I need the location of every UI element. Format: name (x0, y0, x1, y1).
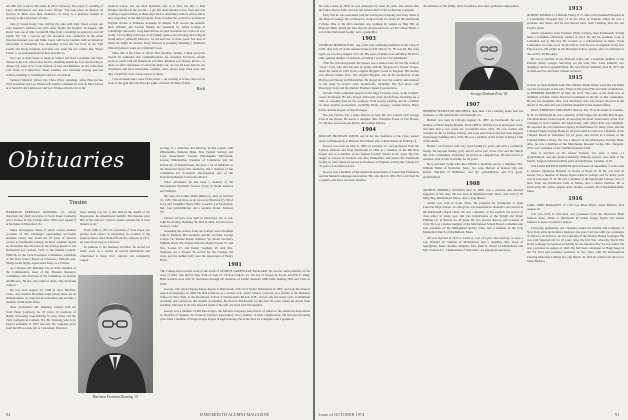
body-text: Funeral services were held in Haverford, Pa. A son, John Trowbridge Dunning '56, died in 1964, and lived was in Avon, Conn. (160, 215, 233, 228)
body-text: Carl was born in Worcester and graduated from the Worcester High Schools there. While at Dartmouth he joined Kappa Sigma and owned Jamaica to have a bachelor's degree. (527, 212, 624, 225)
body-text: ARTHUR MERRILL WYMAN died of 1908, was a pleasant and devoted supporter of the class. He was born in Middleborough, Mass., and lived at 26 Mary Bay, Marblehead, Mass., after a long illness. (423, 187, 523, 201)
right-column-3 (527, 4, 624, 408)
class-year-heading: 1913 (568, 5, 583, 12)
banner-title: Obituaries (8, 148, 125, 172)
class-year-heading: 1901 (227, 261, 243, 268)
foss-portrait-photo (455, 22, 523, 90)
body-text: Jane (2 Sound Route Cole visiting the cake with Sally Meret at best our Curt Gunther's husband out with other Sigma Nu buddies. In August, Jim Reeve was one of nine Cornerhill Nike from a wedding reception by over 20 Sigma Nu '74s -- reports say the reception was conducted in the usual fraternal manner. Lee and Mike Carey will be in London with an historical fellowship at Vanderbilt Law. Rounding across the last from us are Tom Catani and Doug Peabody, and after one week the two claims that "Paper Clean" is an understatement of how hard DC is. (6, 21, 103, 55)
body-text: He was a member of the Masonic order, and a longtime member of the Putnam Valley Grange. Surviving are his wife, Mrs. Leila Kimball, two daughters and five grandchildren. His son, Harold Kimball, died in 1973. All of them survive and many tributes received. (527, 56, 624, 74)
right-column-1 (319, 4, 419, 408)
right-column-2-top (423, 4, 523, 22)
left-page (0, 0, 313, 420)
body-text: A letter to Dean Kimball from Mrs. Herbert Mann brings word that his father was the lost leader of his early 1910s in this grand Harvard shaft of Medicine, as HERBERT BACHETT on May 28, 1973. The cause of his death was an untimely accident. James had been prominent in the life of that community. He has two daughters, Mrs. Jack Newberry, who was always involved in the affairs of the class and was a faithful attendant in the alumni affairs. (527, 82, 624, 108)
section-heading: Trustee (69, 200, 87, 206)
body-text: Roscoe was a member of the American Association of University Professors and the Modern Language Association. His wife died in 1954. He is survived by a nephew and niece and their families. (319, 169, 419, 182)
body-text: George, who joined Kappa Kappa Kappa at Dartmouth, with all of Senior Orientation in 1905, and took his masters degree in languages in 1906. He held positions as a teacher at St. Paul's School, Concord, as a teacher at the Berkeley School of New York, at the Dorchester School at Northeastern Boston, N.H., and for the last many years at Dumfield Academy and Glenwood, the Seaside Academies. He lived in Dartmouth, for the next 50 years, where he retired from teaching. The later in his life, after the death of his wife, he lived with his daughter. (160, 286, 310, 308)
body-text: With his rich background, the theater was a natural bent for the life work of "Goat." Foss, who after his start by going with the "Rogues in a Tavern" troupe, made his debut in 1905 in the original Higgins' Crook in England. His mother was Harriet Kuhne Foss. The original Higgins' was in the production at the Hollywood Theater in Philadelphia. He played all over the country and returned to the stage in several other productions, including The Red Rose with Broadway Lady and the Shubert Brothers' musical productions. (319, 60, 419, 90)
body-text: WILLIAM PATRICK KERWIN died in Keene on September 5 at his John F. Andrew Memorial Hospital on Keene at Road, N. H. He was born in Keene, was a member of Kappa Sigma while in college, and for many years was in Lancaster, N. H. He was a member of the Dartmouth College Club of New York, the Dartmouth Club of Maine, and a charter member. He is survived by his widow Angela and a brother, Gordon '19 of Northumberland, Mass. (527, 164, 624, 194)
trustee-column-2 (80, 210, 150, 272)
body-text: Early that he was associated with the Goldwynn Company and many times at the Boston College. He continued to work at home for about all the Dartmouth College. One of his life's interests was walking by wagon up Bug Hill on Hanover Hills; during his later days he and his survivors are his widow Helen, a son in the Dartmouth faculty, and a grandchild. (319, 13, 419, 34)
body-text: Several of his companies played on the stage for many years, as his brother's career developed. He also played with many stage productions, including for a time as a leading man for the company. With George playing, and in a number of other notable productions, including Hello, George, Golden Dawn, Harry Farm, and the Rogues of that Prologue. (319, 90, 419, 112)
body-text: serving as a chairman and Director in this regard, with Philadelphia National Bank, First Federal Savings and Loan Association, Greater Philadelphia Movement, Greater Philadelphia Chamber of Commerce and the University of Pennsylvania. He gave a lot of Medicine to the Delaware River Port Authority and a member of the Committee for Economic Development and of the National Industrial Conference Board. (160, 146, 233, 180)
body-text: HERBERT HASELTON MITCHELL died June 1 in a nursing home near his residence at 190 Ashville Rd. in Pittsburgh, Pa. (423, 109, 523, 118)
body-text: After graduation, Mr. Dunning worked with the Scott Paper Company for 37 years, in positions of highly increasing responsibility in what many call the Fells Company in Camden, N.J. Mr. Dunning who Scott Paper's president in 1955 and saw the company grow from the $35-a-week job as a salesman. Directors (6, 305, 76, 331)
body-text: Since this is the Class of 1974's first monthly column, I think everyone should be reminded that communications are essential. Everyone should recall to touch with old hometown activities. Reunion cost money, please-- or those of other classmates. If everyone helps out, we can all keep tabs on our classmates and have interesting columns. Also, please keep track your and they can fill the class classes below so those. (108, 50, 205, 76)
body-text: I am an undercoater some of the paper ... up wearing or in the clays last in front of the gym after the Harvard game--October 26. Best of luck. (108, 76, 205, 85)
left-top-column-1 (6, 4, 103, 140)
body-text: Herbert was blessed with very good health for years and with a wonderful family. He enjoyed fishing, golf, and an active part in the civic and the church life of his community. Politically, he served as a Republican. He also served as assistant clerk at Our Township for 30 years. (423, 144, 523, 161)
page-number-left: 84 (6, 412, 11, 417)
issue-date-footer: Issue of OCTOBER 1974 (319, 412, 365, 417)
body-text: HARRISON FREEMAN DUNNING '31, retired chairman and chief executive of Scott Paper Company and a Trustee of this College since 1966, died August 9 at his home in Haverford, Pa. (6, 210, 76, 227)
body-text: ROSCOE BRONSON SMITH, one of the few members of the Class, passed away in Minneapolis at Hanover Rest Home after a short illness on February 4. (319, 134, 419, 143)
right-page (315, 0, 628, 420)
body-text: As a Trustee, Mr. Dunning was an active member of the Commissions, head of the Trustee's Resource Committee, and chairman of the Committee on Inverse and Bravery. He also was a man of quiet, wise and frank counsel. (6, 266, 76, 287)
obituaries-banner (0, 142, 150, 180)
section-rule (8, 196, 148, 197)
body-text: In addition to his business activities, he served for many years as a trustee of several institutions and contributed to many civic, cultural, and community causes. (80, 245, 150, 262)
body-text: Following graduation, one classmate joined the monfor Old Company of New York while he became a manager; the store Carl was with was a manager of Tobacco. In Tobacco, he was president of the Atlantic Belted Irrigation. He was with Standard Oil for 25 years. After the first War, when the World War II, his company in Japanese In Peking he was interned after the war ended. He was a prisoner in August of 1945. He had been a manager in Hong Kong in the Far East and resumed operation of two years with the International Flowing Materials Limited in Long Beach. In 1952 he retired and moved to Santa Barbara. (527, 225, 624, 263)
body-text: Arthur was born in Lynn, Mass. He prepared for Dartmouth at Lynn Classical High School. In college he was interested in dramatics and served in the Dartmouth Chapel Choir. He was a member of Psi Upsilon. He served as class editor in senior year and was valedictorian of the Wright and Potter Printing Co. in Boston for 40 years. He was elected director and treasurer in 1944. He was a former member of the Marblehead School Board, a member and past president of the Marblehead Rotary Club, and a member of the First Methodist Church of Marblehead, Mass. (423, 201, 523, 235)
portrait-image (455, 22, 523, 90)
class-year-heading: 1904 (361, 126, 377, 134)
body-text: Major newspapers, many of which carried detailed accounts of Mr. Dunning's outstanding successful business career, also noted the 10 years of devoted service to Dartmouth College. In these columns should be chronicled any direction in the Trustee Room of the Dartmouth Law School, 1955, to the Alumni Council, 1960-66, in the Tuck Executive Committee, Chairman of the Tuck School Board of Overseers, 1956-66, and, finally, in his highly appreciated many as a Trustee. (6, 227, 76, 265)
body-text: Herbert was born in Chicago August 16, 1887. At Dartmouth, he was a member of Delta Kappa Epsilon. From 1908 to 1920 he was in newspaper work, and then had a real estate tax accountant since 1931. He was cashier and treasurer of the Le Grange Savings and Loan Association and had been engaged in mortgage banking since 1936. He was a member of the Grand O Rotary Club of Brookline. (423, 118, 523, 144)
body-text: CARL JOHN BARQUIST of 1110 Los Pinos Drive, Santa Barbara, died August 19. (527, 202, 624, 211)
right-column-2 (423, 100, 523, 408)
trustee-column-1 (6, 210, 76, 410)
body-text: GEORGE DENHAM FOSS, one of the four remaining members of the Class of 1903, died July 26 at his summer home in Fair Haven, Vt. He was 94. His class agent, he was the youngest of us all. His sense of humor was unfailing. He had a truly unusual number of interests, including a great love for Dartmouth. (319, 43, 419, 60)
column-signature: Rick (196, 85, 205, 91)
body-text: Roscoe was born on May 8, 1882, in Lyndon, Vt., and graduated from the Lyndon Institute and from Dartmouth in 1904 as a member of the Phi Beta Kappa and as a member of the famous football "Green Gold" team. He later taught at schools in Vermont and New Hampshire, and joined the Dartmouth faculty in 1910 where he served as Professor of English, serving the College for 35 years of excellent service. (319, 143, 419, 169)
page-number-right: 91 (615, 412, 620, 417)
magazine-title-footer: DARTMOUTH ALUMNI MAGAZINE (200, 412, 270, 417)
body-text: His son Charles was a radio director in later life and worked with George Foss in the theater. He leaves a daughter, Mrs. Elisabeth Foster of Fair Haven, Vt. He also leaves his son David, the College Library. (319, 112, 419, 126)
body-text: Art was married in 1915 to Laura A. Carr of Lynn. She survives, as does a son, Richard W. Wyman of Marblehead, and a daughter, Mrs. Rose of Springfield, Mass. Another daughter, Mrs. Ruth N. Weber of Marblehead, and Mrs. Frederick C. Chamberlain of Wisconsin, are among his survivors. (423, 235, 523, 252)
class-year-heading: 1915 (568, 74, 583, 82)
body-text: He was born August 23, 1908 in West Hartford, Conn., and attended Hotchkiss high school there. As an undergraduate, he majored in economics and became a member of Phi Delta Theta. (6, 287, 76, 305)
body-text: ALBERT KIMBALL of Putnam Valley, N. Y. died at the Peekskill Hospital in a Community Hospital July 14 in the 83rd. At Putnam Valley he was a gardener and fisher, and he had moved there from Flushing after his son Floyd's death. (527, 13, 624, 30)
body-text: his wife Louise in 1909, he was employed by some 50 years, and retired after his father died in 1960, and was the retired Chief of his Goldwynn Company. (319, 4, 419, 13)
body-text: medical school, and see Dick Spellman who is at Tees. On July 1, Ben Bridges enrolled in the second -- I got this short-handed to me, York and was looking to spend money in these days. Rob is attending business school and is now supervisor of the third program. Peter Goecker has received a position in English teacher at Fisheries Academy in Miami, N.H. Across the Atlantic Rick Wiliams and Gordon Walker are attending St. John's College at Cambridge University. Greg Marvell has an open invitation for a place to stay in any 74 travelling in Europe. Tom Winkle plans to be traveling and living in North Africa, primarily Morocco, for the next two or three years. Not sure of where he might be located, Doug Johnson is presently finishing a children's film and plans to work on a children's book. (108, 4, 205, 50)
class-year-heading: 1908 (465, 179, 481, 187)
class-year-heading: 1903 (361, 35, 377, 43)
body-text: Attending the service from the College were President John G. Kemeny, Mrs. Kemeny, and Mr. and Mrs. George Colton '74; Trustee Robert Kilmarx '52, Board Secretary William Davis '38, Trustee Emeritus Ralph Sooner '27 and Mrs. Sooner '27, and Robert Stephens '25 with Mrs. Stephens. As a Trustee, he served for the College, his class, and the alumni body were the importance of Henry Hyatt. (160, 228, 233, 263)
body-text: show selling was not at that time in the depths of the Depression, he remembered ruefully. The Inquirer gave him as the stalwart "when it counts, remain that is what matters to do." (80, 210, 150, 227)
photo-caption: George Denham Foss '03 (470, 92, 508, 96)
left-top-column-2 (108, 4, 205, 140)
portrait-image (78, 275, 153, 393)
body-text: George was a member of Phi Beta Kappa, the Modern Language Association of America, the American Association of Teachers of Spanish, the National Teachers Association, and a number of other organizations. He had also for many years been a member of Kappa Kappa Kappa in high standing. He is survived by a daughter and a grandson. (160, 308, 310, 321)
body-text: From 1966 to 1971 he was head of Scott Paper and guided such efforts as expanding its position in the paper products field. Retired from the company in 1971, he went on serving as a director. (80, 227, 150, 245)
photo-caption: Harrison Freeman Dunning '31 (92, 395, 139, 399)
trustee-portrait-photo (78, 275, 153, 393)
left-middle-column (160, 146, 233, 263)
class-1901-column (160, 260, 310, 410)
body-text: His wife, the former Marie (Morrow), died on October 10, 1959. She survives, as do two sons; Harrison (?), '68 of Gary, Ind. Daughter Nancy (Mrs. Joseph L.) of Evansville, Ind.; four grandchildren; and a nephew, Robert Johnson '62. (160, 193, 233, 215)
body-text: and Bill will work for his father in P.F.O. Services. The paper (? wedding of Larry Mallinckrodt and Ann Lowe Thayer '74) took place in Boston on October 6. Both were their residence, as Larry is a graduate student in geology at the University of Oslo. (6, 4, 103, 21)
body-text: The College has received word of the death of GEORGE GREENLEAF PACKARD, the second oldest member of the class of 1901, who died in New York on Sept 27, 1974 at Ludlow, Vt., the son of George B. Eaton, and Ella F. Wing. Both brothers were with W. Stevenson through 20/ reunions, of Faiths' Vermont 1896-1900, making 1895 and Class of 1901. (160, 269, 310, 286)
body-text: Two sex in Paul Stone at medical School and Paul Lotsmann and Dave Svenes at the law school. Ray Rolf is attending Kentucky Law and moving to Alaska (?), Lane at St. Louis School of Law and Business. At the same time Carl Dave at Connecticut. Dean Crandor was excitedly staying (see his compt) attending to Washington and its Law School. (6, 55, 103, 77)
class-year-heading: 1907 (465, 101, 481, 108)
body-text: Stanford Medical School has Chris Wiley attending, while Harvard has Walt Lotsmann and Lee Wentworth. Judith Lotsmann are now in Med School is at Seidell Labs Lamberton and Lew Wentworth who are at the (6, 77, 103, 90)
body-text: PAUL EMERSON SARGEANT died on July 16 in his home in Camden, N. H. At Dartmouth he was a member of Phi Kappa Psi and Phi Beta Kappa. The Manchester Union Leader, in reporting his death, listed many of his civic activities in both Camden and Manchester, with which Paul was identified. He operated his own insurance agency in Manchester for many years, and the Camden Family Savings Bank for 45 years until he retired as a member of the Camden Board of Selectmen for 16 years, and served as a trustee of the Camden Public Library. He was a director of the Manchester Savings Bank. Also, he was a member of the Manchester Masonic Lodge. Mrs. Sargeant, Olive was a member of the Camden Women's Club. (527, 108, 624, 150)
body-text: Paul is survived by his widow Frances, two sons, a niece, 11 grandchildren, and one great-grandchild. Funeral services were held at the Paul E. Sargeant Memorial Hall, parts of Parishioner, Camden, N. H. (527, 151, 624, 164)
body-text: Albert graduated from Fremont (Neb) College, then Dartmouth, having been a Columbia University student in 1913. He did his graduate work at Columbia and at Harvard. He worked as a schoolmaster in Mass. Trade Companies for some years. From 1913 to 1917 he was an engineer in the Fort Edward area. He taught in the Brooklyn School system, and was principal at the old P.S. 99 Brooklyn. (527, 30, 624, 56)
body-text: He is survived by his wife, Mrs. Phyllis L. Robbins, and by a daughter, Mrs. William Fisher of Nashville, Tenn.; two sons, Herbert of Kansas City and Robert Mitchell of Baltimore, and six grandchildren and five great-grandchildren. (423, 162, 523, 179)
class-year-heading: 1916 (568, 194, 583, 202)
body-text: Since retirement, he had been a member of the International Executive Service Corps in South America and Trinidad. (160, 180, 233, 193)
body-text: the members of the family, Avi's classmates after their graduated employment. (423, 4, 520, 8)
